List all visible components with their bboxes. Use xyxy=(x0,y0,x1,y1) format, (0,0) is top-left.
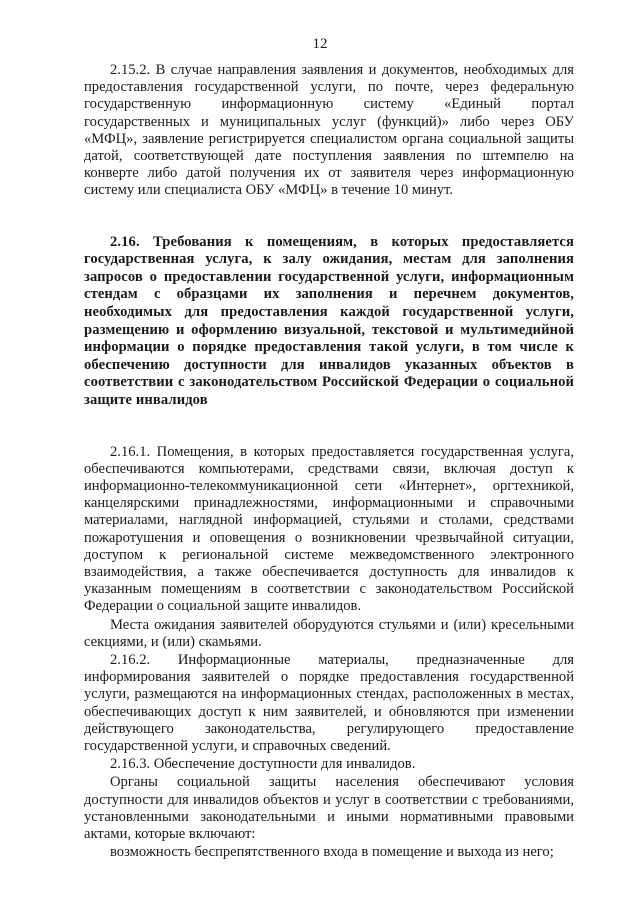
paragraph-2-16-1: 2.16.1. Помещения, в которых предоставляется государственная услуга, обеспечиваются компьютерами, средствами связи, включая доступ к информационно-телекоммуникационной сети «Интернет», оргтехникой, канцелярскими принадлежностями, информационными и справочными материалами, наглядной информацией, стульями и столами, средствами пожаротушения и оповещения о возникновении чрезвычайной ситуации, доступом к региональной системе межведомственного электронного взаимодействия, а также обеспечивается доступность для инвалидов к указанным помещениям в соответствии с законодательством Российской Федерации о социальной защите инвалидов. xyxy=(84,443,574,615)
paragraph-2-15-2: 2.15.2. В случае направления заявления и документов, необходимых для предоставления государственной услуги, по почте, через федеральную государственную информационную систему «Единый портал государственных и муниципальных услуг (функций)» либо через ОБУ «МФЦ», заявление регистрируется специалистом органа социальной защиты датой, соответствующей дате поступления заявления по штемпелю на конверте либо датой получения их от заявителя через информационную систему или специалиста ОБУ «МФЦ» в течение 10 минут. xyxy=(84,62,574,199)
section-heading-2-16: 2.16. Требования к помещениям, в которых предоставляется государственная услуга, к залу ожидания, местам для заполнения запросов о предоставлении государственной услуги, информационным стендам с образцами их заполнения и перечнем документов, необходимых для предоставления каждой государственной услуги, размещению и оформлению визуальной, текстовой и мультимедийной информации о порядке предоставления такой услуги, в том числе к обеспечению доступности для инвалидов указанных объектов в соответствии с законодательством Российской Федерации о социальной защите инвалидов xyxy=(84,233,574,408)
paragraph-2-16-3: 2.16.3. Обеспечение доступности для инвалидов. xyxy=(110,756,416,773)
document-body xyxy=(84,62,574,861)
paragraph-waiting-areas: Места ожидания заявителей оборудуются стульями и (или) кресельными секциями, и (или) скамьями. xyxy=(84,616,574,650)
page-number: 12 xyxy=(312,36,328,52)
paragraph-unobstructed-access: возможность беспрепятственного входа в помещение и выхода из него; xyxy=(110,844,554,861)
paragraph-social-protection: Органы социальной защиты населения обеспечивают условия доступности для инвалидов объектов и услуг в соответствии с требованиями, установленными законодательными и иными нормативными правовыми актами, которые включают: xyxy=(84,774,574,843)
paragraph-2-16-2: 2.16.2. Информационные материалы, предназначенные для информирования заявителей о порядке предоставления государственной услуги, размещаются на информационных стендах, расположенных в местах, обеспечивающих доступ к ним заявителей, и обновляются при изменении действующего законодательства, регулирующего предоставление государственной услуги, и справочных сведений. xyxy=(84,652,574,755)
